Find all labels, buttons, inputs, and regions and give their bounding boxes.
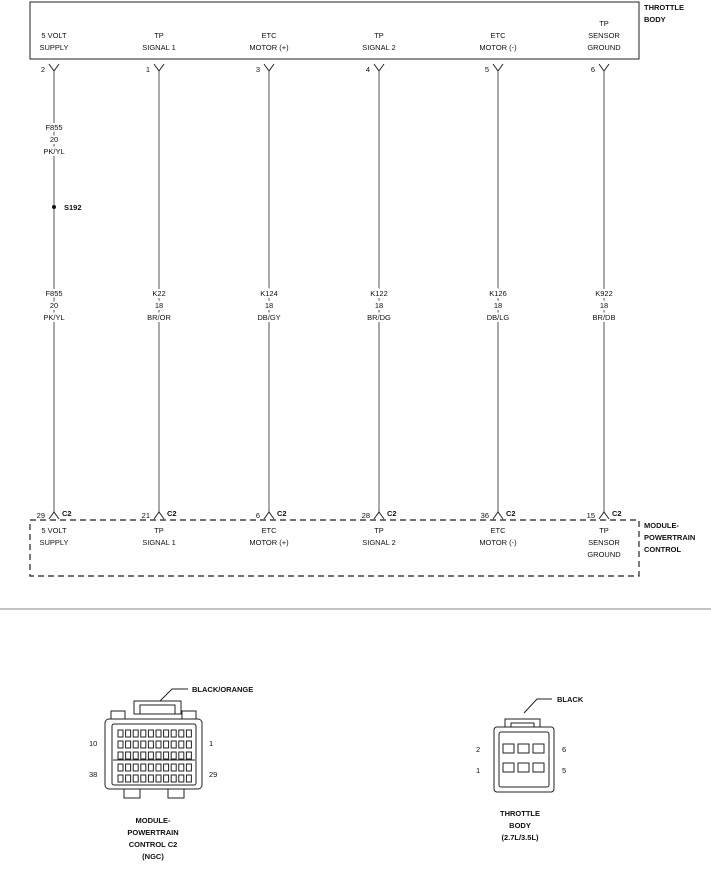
wire-label-lower: 18 [493,301,503,310]
pcm-pin-number: 29 [36,511,45,520]
pcm-pin-number: 15 [586,511,595,520]
tb-cavity [503,744,514,753]
wire-label-lower: BR/DG [367,313,391,322]
wire-label-lower: BR/OR [147,313,171,322]
pcm-box [30,520,639,576]
female-terminal-top [493,64,503,71]
wire-label-lower: K122 [370,289,388,298]
wire-label-upper: PK/YL [43,147,65,156]
tb-caption-line1: THROTTLE [500,809,540,818]
top-function-label: TP [374,31,384,40]
pcm-connector-id: C2 [167,509,177,518]
wire-label-upper: F855 [45,123,63,132]
pcm-function-label: ETC [261,526,277,535]
pcm-caption-line4: (NGC) [142,852,164,861]
pcm-function-label: SENSOR [588,538,620,547]
pcm-caption-line1: MODULE- [135,816,171,825]
wire-label-lower: 18 [264,301,274,310]
pcm-label-line2: POWERTRAIN [644,533,696,542]
pcm-function-label: TP [599,526,609,535]
top-function-label: 5 VOLT [41,31,67,40]
pcm-latch [134,701,181,714]
tb-color-leader [524,699,552,713]
female-terminal-bottom [49,512,59,519]
top-function-label: SUPPLY [39,43,69,52]
throttle-body-pin-number: 5 [484,65,489,74]
wire-label-lower: K124 [260,289,278,298]
pcm-pin-number: 6 [255,511,260,520]
pcm-color-label: BLACK/ORANGE [192,685,254,694]
wire-label-upper: 20 [49,135,59,144]
pcm-function-label: SIGNAL 1 [142,538,176,547]
tb-pin-label-bottom-right: 5 [562,766,567,775]
tb-pin-label-top-left: 2 [476,745,481,754]
pcm-pin-label-bottom-left: 38 [89,770,98,779]
wire-label-lower: F855 [45,289,63,298]
top-function-label: ETC [261,31,277,40]
tb-caption-line2: BODY [509,821,531,830]
pcm-function-label: GROUND [587,550,621,559]
wire-label-lower: 20 [49,301,59,310]
pcm-function-label: ETC [490,526,506,535]
top-function-label: MOTOR (+) [249,43,289,52]
pcm-pin-label-bottom-right: 29 [209,770,218,779]
top-function-label: SENSOR [588,31,620,40]
top-function-label: SIGNAL 1 [142,43,176,52]
pcm-pin-label-top-left: 10 [89,739,98,748]
wire-label-lower: DB/LG [486,313,510,322]
pcm-connector-id: C2 [277,509,287,518]
tb-caption-line3: (2.7L/3.5L) [501,833,539,842]
throttle-body-pin-number: 6 [590,65,595,74]
wire-label-lower: BR/DB [592,313,616,322]
circuits [37,19,622,559]
pcm-c2-connector-view [89,685,253,861]
tb-cavity [518,744,529,753]
pcm-connector-id: C2 [506,509,516,518]
tb-pin-label-bottom-left: 1 [476,766,481,775]
throttle-body-label-line2: BODY [644,15,666,24]
female-terminal-top [264,64,274,71]
wire-label-lower: 18 [374,301,384,310]
wire-label-lower: K126 [489,289,507,298]
pcm-label-line3: CONTROL [644,545,682,554]
female-terminal-bottom [493,512,503,519]
pcm-pin-number: 21 [141,511,150,520]
pcm-caption-line2: POWERTRAIN [127,828,179,837]
tb-cavity [503,763,514,772]
pcm-function-label: 5 VOLT [41,526,67,535]
splice-dot [52,205,56,209]
wire-label-lower: PK/YL [43,313,65,322]
throttle-body-pin-number: 1 [145,65,150,74]
throttle-body-connector-view [476,695,584,842]
top-function-label: MOTOR (-) [479,43,517,52]
tb-cavity [533,763,544,772]
pcm-function-label: SUPPLY [39,538,69,547]
pcm-connector-id: C2 [612,509,622,518]
female-terminal-bottom [599,512,609,519]
pcm-function-label: TP [154,526,164,535]
tb-cavity [533,744,544,753]
wire-label-lower: DB/GY [257,313,281,322]
female-terminal-bottom [264,512,274,519]
top-function-label: GROUND [587,43,621,52]
pcm-caption-line3: CONTROL C2 [128,840,178,849]
throttle-body-pin-number: 2 [40,65,45,74]
top-function-label: ETC [490,31,506,40]
female-terminal-bottom [154,512,164,519]
pcm-connector-id: C2 [387,509,397,518]
throttle-body-label-line1: THROTTLE [644,3,684,12]
pcm-function-label: TP [374,526,384,535]
wire-label-lower: K22 [152,289,166,298]
tb-pin-label-top-right: 6 [562,745,567,754]
pcm-pin-label-top-right: 1 [209,739,214,748]
pcm-connector-id: C2 [62,509,72,518]
wire-label-lower: K922 [595,289,613,298]
female-terminal-top [154,64,164,71]
pcm-pin-number: 36 [480,511,489,520]
female-terminal-top [599,64,609,71]
wire-label-lower: 18 [599,301,609,310]
top-function-label: SIGNAL 2 [362,43,396,52]
tb-connector-body [494,727,554,792]
throttle-body-pin-number: 3 [255,65,260,74]
pcm-label-line1: MODULE- [644,521,679,530]
female-terminal-top [374,64,384,71]
splice-label: S192 [64,203,82,212]
tb-cavity [518,763,529,772]
top-function-label: TP [154,31,164,40]
female-terminal-bottom [374,512,384,519]
tb-color-label: BLACK [557,695,584,704]
top-function-label: TP [599,19,609,28]
pcm-pin-number: 28 [361,511,370,520]
female-terminal-top [49,64,59,71]
pcm-function-label: MOTOR (-) [479,538,517,547]
throttle-body-box [30,2,639,59]
pcm-function-label: SIGNAL 2 [362,538,396,547]
throttle-body-pin-number: 4 [365,65,370,74]
wire-label-lower: 18 [154,301,164,310]
pcm-function-label: MOTOR (+) [249,538,289,547]
